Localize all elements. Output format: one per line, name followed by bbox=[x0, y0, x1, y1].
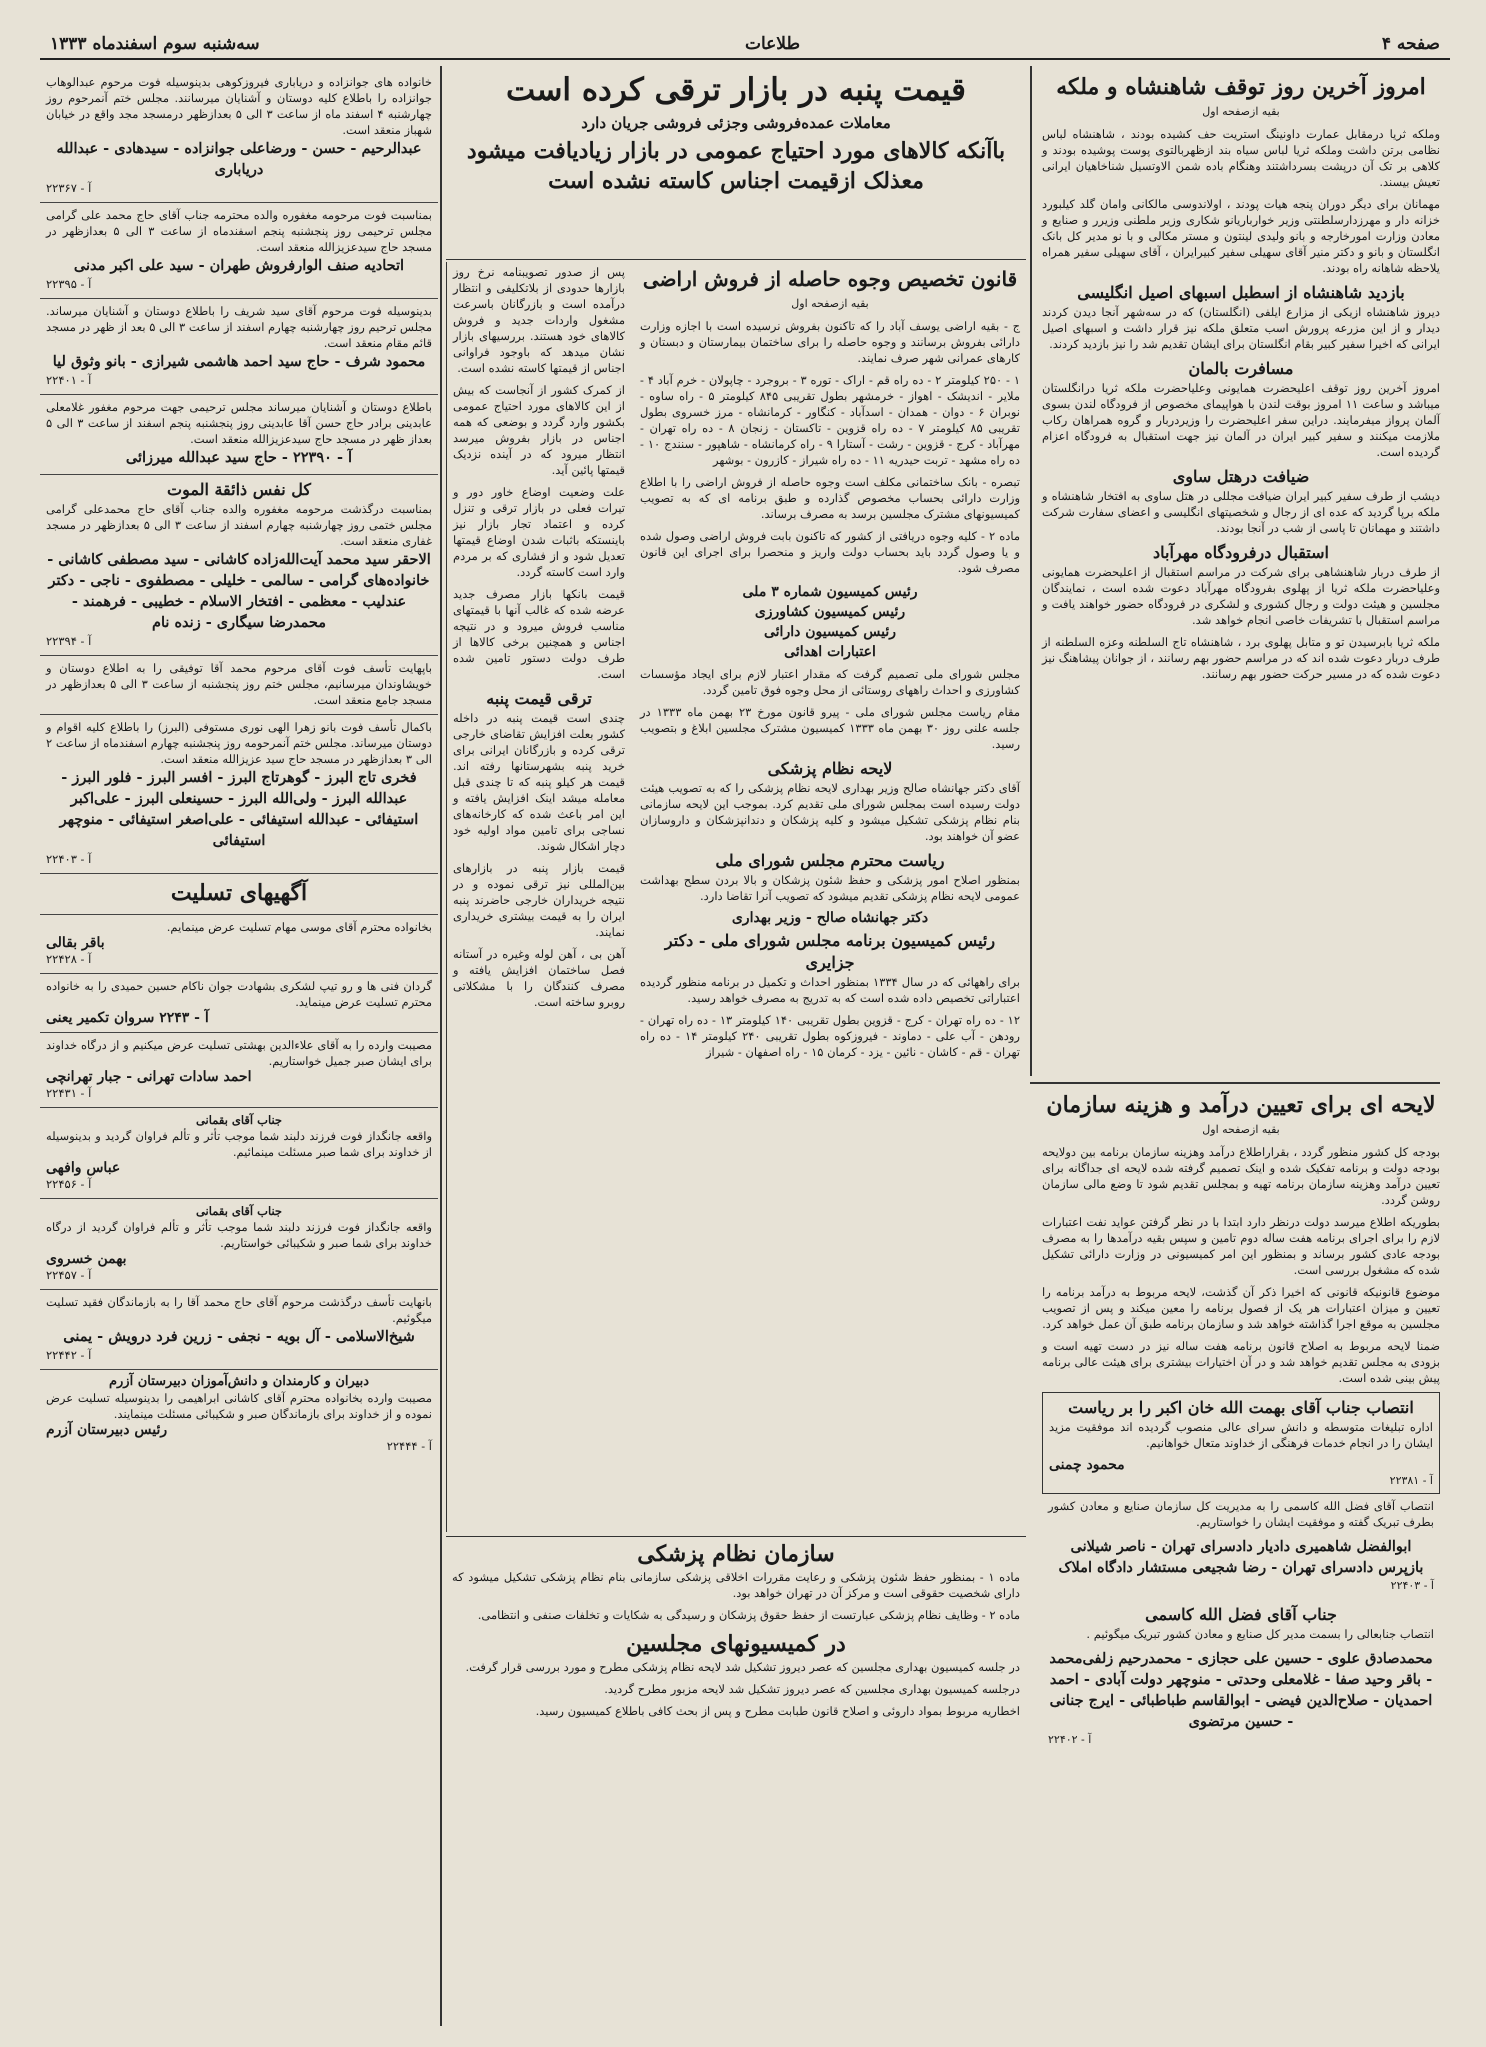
paragraph: پس از صدور تصویبنامه نرخ روز بازارها حدودی از بلاتکلیفی و انتظار درآمده است و بازرگانان باسرعت مشغول واردات جدید و فروش کالاهای خود هستند. بررسیهای بازار نشان میدهد که باوجود فراوانی اجناس از قیمتها کاسته نشده است. bbox=[453, 265, 625, 375]
article-headline: لایحه ای برای تعیین درآمد و هزینه سازمان bbox=[1046, 1092, 1436, 1118]
deck-line: معاملات عمده‌فروشی وجزئی فروشی جریان دارد bbox=[581, 114, 891, 132]
paragraph: اداره تبلیغات متوسطه و دانش سرای عالی منصوب گردیده اند موفقیت مزید ایشان را در انجام خدمات فرهنگی از خداوند متعال خواهانیم. bbox=[1049, 1420, 1433, 1450]
notice-code: آ - ۲۲۴۴۴ bbox=[386, 1439, 432, 1453]
condolence-notice bbox=[40, 915, 438, 974]
paragraph: مقام ریاست مجلس شورای ملی - پیرو قانون مورخ ۲۳ بهمن ماه ۱۳۳۳ در جلسه علنی روز ۳۰ بهمن ماه ۱۳۳۳ کمیسیون مشترک مجلسین ابلاغ و بتصویب رسید. bbox=[640, 705, 1021, 751]
paragraph: آهن بی ، آهن لوله وغیره در آستانه فصل ساختمان افزایش یافته و مصرف کنندگان را با مشکلاتی روبرو ساخته است. bbox=[453, 947, 625, 1009]
notice-heading: جناب آقای بقمانی bbox=[195, 1113, 283, 1127]
obituaries-column bbox=[40, 70, 438, 2035]
paragraph: ماده ۲ - کلیه وجوه دریافتی از کشور که تاکنون بابت فروش اراضی وصول شده و یا وصول گردد باید بحساب دولت واریز و منحصرا برای اجرای این قانون مصرف شود. bbox=[640, 529, 1021, 575]
subheading: در کمیسیونهای مجلسین bbox=[626, 1631, 846, 1657]
notice-signature: عباس وافهی bbox=[46, 1160, 121, 1176]
paragraph: انتصاب آقای فضل الله کاسمی را به مدیریت کل سازمان صنایع و معادن کشور بطرف تبریک گفته و موفقیت ایشان را خواستاریم. bbox=[1048, 1499, 1434, 1529]
notice-names: ابوالفضل شاهمیری دادیار دادسرای تهران - ناصر شیلانی بازپرس دادسرای تهران - رضا شجیعی مستشار دادگاه املاک bbox=[1058, 1538, 1424, 1576]
paragraph: برای راههائی که در سال ۱۳۳۴ بمنظور احداث و تکمیل در برنامه منظور گردیده اعتباراتی تخصیص داده شده است که به تدریج به مصرف خواهد رسید. bbox=[640, 975, 1020, 1005]
continued-label: بقیه ازصفحه اول bbox=[791, 297, 869, 310]
notice-signature: باقر بقالی bbox=[46, 935, 105, 951]
column-rule bbox=[440, 66, 442, 2026]
paragraph: مهمانان برای دیگر دوران پنجه هیات پودند ، اولاندوسی مالکانی وامان گلد کیلبورد خزانه دار و مهرزدارسلطنتی وزیر خوارباریانو شکاری وزیر ملطنی وزیرر و صنایع و معادن وزارت امورخارجه و بانو ولیدی لینتون و مستر مکالی و با نو مدیر کل بانک انگلستان و بانو و دکتر منیر آقای سهیلی سفیر کبیرایران ، آقای سهیلی سفیر همراه یلاحظه شاهانه راه بودند. bbox=[1042, 197, 1440, 275]
obituary-notice bbox=[40, 299, 438, 395]
paragraph: از کمرک کشور از آنجاست که بیش از این کالاهای مورد احتیاج عمومی بکشور وارد گردد و بوضعی که همه اجناس در بازار بفروش میرسد انتظار میرود که در آینده نزدیک قیمتها پائین آید. bbox=[453, 383, 625, 477]
paragraph: ج - بقیه اراضی یوسف آباد را که تاکنون بفروش نرسیده است با اجازه وزارت دارائی بفروش برسانند و وجوه حاصله را برای ساختمان بیمارستان و دبستان و کارهای عمرانی شهر صرف نمایند. bbox=[640, 319, 1020, 365]
paragraph: وملکه ثریا درمقابل عمارت داونینگ استریت حف کشیده بودند ، شاهنشاه لباس نظامی برتن داشت وملکه ثریا لباس سیاه بند ازظهربالتوی پوست پوشیده بودند و کلاهی بر تک آن درپشت بسرداشتند وهنگام باده شمن الاوتسیل شناخاهیان ایرانی تعیش بیسند. bbox=[1042, 127, 1440, 189]
column-rule bbox=[1030, 66, 1032, 1076]
notice-code: آ - ۲۲۳۹۵ bbox=[46, 277, 92, 291]
notice-heading: دبیران و کارمندان و دانش‌آموزان دبیرستان آزرم bbox=[108, 1374, 370, 1389]
notice-code: آ - ۲۲۳۸۱ bbox=[1389, 1474, 1433, 1487]
signature-line: اعتبارات اهدائی bbox=[784, 644, 876, 660]
royal-visit-article bbox=[1036, 70, 1446, 1080]
paragraph: چندی است قیمت پنبه در داخله کشور بعلت افزایش تقاضای خارجی ترقی کرده و بازرگانان ایرانی برای خرید پنبه بشهرستانها رفته اند. قیمت هر کیلو پنبه که تا چندی قبل معامله میشد اینک افزایش یافته و این امر باعث شده که کارخانه‌های نساجی برای تامین مواد اولیه خود دچار اشکال شوند. bbox=[453, 711, 625, 853]
page-number: صفحه ۴ bbox=[1381, 34, 1440, 54]
paragraph: ملکه ثریا بابرسیدن تو و متابل پهلوی برد ، شاهنشاه تاج السلطنه وعزه السلطنه از طرف دربار دعوت شده اند که در مراسم حضور بهم رسانند ، از جوانان پیشاهنگ نیز دعوت شده که در مسیر حرکت حضور بهم رسانند. bbox=[1042, 635, 1440, 681]
notice-signature: رئیس دبیرستان آزرم bbox=[46, 1422, 168, 1438]
obituary-notice bbox=[40, 395, 438, 475]
continued-label: بقیه ازصفحه اول bbox=[1202, 1123, 1280, 1136]
paragraph: قیمت بانکها بازار مصرف جدید عرضه شده که غالب آنها با قیمتهای مناسب فروش میرود و در نتیجه اجناس و همچنین برخی کالاها از طرف دولت دستور تامین شده است. bbox=[453, 587, 625, 681]
paragraph: دیروز شاهنشاه ازیکی از مزارع ایلفی (انگلستان) که در سه‌شهر آنجا دیدن کردند دیدار و از این مزرعه پرورش اسب متعلق ملکه نیز قرار داشت و اسبهای اصیل ایرانی که اخیرا سفیر کبیر بقام انگلستان برای ایشان تقدیم شد را نیز بازدید کردند. bbox=[1042, 305, 1440, 351]
notice-signature: بهمن خسروی bbox=[46, 1251, 127, 1267]
paragraph: مصیبت وارده بخانواده محترم آقای کاشانی ابراهیمی را بدینوسیله تسلیت عرض نموده و از خداوند برای بازماندگان صبر و شکیبائی مسئلت مینمایند. bbox=[46, 1391, 432, 1421]
paragraph: موضوع قانونیکه قانونی که اخیرا ذکر آن گذشت، لایحه مربوط به درآمد برنامه را تعیین و میزان اعتبارات هر یک از فصول برنامه را معین میکند و پس از تصویب مجلسین به موقع اجرا گذاشته خواهد شد و سازمان برنامه طبق آن عمل خواهد کرد. bbox=[1042, 1285, 1440, 1331]
notice-names: محمود شرف - حاج سید احمد هاشمی شیرازی - بانو وثوق لیا bbox=[52, 353, 426, 370]
subheading: مسافرت بالمان bbox=[1188, 359, 1294, 378]
subheading: ریاست محترم مجلس شورای ملی bbox=[715, 851, 945, 870]
main-headline: قیمت پنبه در بازار ترقی کرده است bbox=[506, 72, 966, 108]
notice-box bbox=[1042, 1392, 1440, 1494]
notice-names: محمدصادق علوی - حسین علی حجازی - محمدرحیم زلفی‌محمد - باقر وحید صفا - غلامعلی وحدتی - منوچهر دولت آبادی - احمد احمدیان - صلاح‌الدین فیضی - ابوالقاسم طباطبائی - ایرج جنانی - حسین مرتضوی bbox=[1049, 1650, 1433, 1730]
paragraph: مصیبت وارده را به آقای علاءالدین بهشتی تسلیت عرض میکنیم و از درگاه خداوند برای ایشان صبر جمیل خواستاریم. bbox=[46, 1038, 432, 1068]
notice-names: فخری تاج البرز - گوهرتاج البرز - افسر البرز - فلور البرز - عبدالله البرز - ولی‌الله البرز - حسینعلی البرز - علی‌اکبر استیفائی - عبدالله استیفائی - علی‌اصغر استیفائی - منوچهر استیفائی bbox=[59, 769, 419, 849]
medical-council-article bbox=[446, 1536, 1026, 2036]
paragraph: ضمنا لایحه مربوط به اصلاح قانون برنامه هفت ساله نیز در دست تهیه است و بزودی به مجلس تقدیم خواهد شد و در آن اختیارات بیشتری برای هیئت عالی برنامه پیش بینی شده است. bbox=[1042, 1339, 1440, 1385]
notice-heading: جناب آقای بقمانی bbox=[195, 1204, 283, 1218]
paragraph: بخانواده محترم آقای موسی مهام تسلیت عرض مینمایم. bbox=[166, 920, 432, 934]
notice-heading: انتصاب جناب آقای بهمت الله خان اکبر را بر ریاست bbox=[1068, 1398, 1414, 1417]
budget-article bbox=[1036, 1088, 1446, 2038]
notice-signature: احمد سادات تهرانی - جبار تهرانچی bbox=[46, 1069, 252, 1085]
notice-names: شیخ‌الاسلامی - آل بویه - نجفی - زرین فرد درویش - یمنی bbox=[63, 1328, 415, 1345]
paragraph: درجلسه کمیسیون بهداری مجلسین که عصر دیروز تشکیل شد لایحه مزبور مطرح گردید. bbox=[604, 1682, 1020, 1696]
road-list: ۱۲ - ده راه تهران - کرج - قزوین بطول تقریبی ۱۴۰ کیلومتر ۱۳ - ده راه تهران - رودهن - آب علی - دماوند - فیروزکوه بطول تقریبی ۲۴۰ کیلومتر ۱۴ - ده راه تهران - قم - کاشان - نائین - یزد - کرمان ۱۵ - راه اصفهان - شیراز bbox=[640, 1013, 1020, 1059]
signature-line: رئیس کمیسیون دارائی bbox=[763, 624, 897, 640]
notice bbox=[1042, 1600, 1440, 1754]
obituary-notice bbox=[40, 475, 438, 656]
paragraph: از طرف دربار شاهنشاهی برای شرکت در مراسم استقبال از اعلیحضرت همایونی وعلیاحضرت ملکه ثریا از پهلوی بفرودگاه مهرآباد دعوت شده است ، نمایندگان مجلسین و هیئت دولت و رجال کشوری و لشکری در فرودگاه حضور خواهند یافت و مراسم استقبال با تشریفات خاصی انجام خواهد شد. bbox=[1042, 565, 1440, 627]
paragraph: گردان فنی ها و رو تیپ لشکری بشهادت جوان ناکام حسین حمیدی را به خانواده محترم تسلیت عرض مینماید. bbox=[46, 979, 432, 1009]
notice-code: آ - ۲۲۴۴۲ bbox=[46, 1348, 92, 1362]
article-headline: امروز آخرین روز توقف شاهنشاه و ملکه bbox=[1056, 74, 1426, 100]
paragraph: مجلس شورای ملی تصمیم گرفت که مقدار اعتبار لازم برای ایجاد مؤسسات کشاورزی و احداث راههای روستائی از محل وجوه فوق تامین گردد. bbox=[640, 667, 1020, 697]
paragraph: باپهایت تأسف فوت آقای مرحوم محمد آقا توفیقی را به اطلاع دوستان و خویشاوندان میرسانیم، مجلس ختم روز پنجشنبه از ساعت ۳ الی ۵ بعدازظهر در مسجد جامع منعقد است. bbox=[46, 661, 432, 707]
paragraph: امروز آخرین روز توقف اعلیحضرت همایونی وعلیاحضرت ملکه ثریا درانگلستان میباشد و ساعت ۱۱ امروز بوقت لندن با هواپیمای مخصوص از فرودگاه لندن بسوی آلمان پرواز میفرمایند. دراین سفر اعلیحضرت را وزیردربار و گروه همراهان رکاب ملازمت میکنند و سفیر کبیر ایران در آلمان نیز جهت استقبال به فرودگاه اعزام گردیده است. bbox=[1042, 381, 1440, 459]
notice-names: اتحادیه صنف الوارفروش طهران - سید علی اکبر مدنی bbox=[73, 257, 405, 274]
notice-code: آ - ۲۲۴۵۷ bbox=[46, 1268, 92, 1282]
notice bbox=[1042, 1494, 1440, 1600]
paragraph: بمناسبت فوت مرحومه مغفوره والده محترمه جناب آقای حاج محمد علی گرامی مجلس ترحیمی روز پنجشنبه پنجم اسفندماه از ساعت ۳ الی ۵ بعدازظهر در مسجد حاج سیدعزیزالله منعقد است. bbox=[46, 208, 432, 254]
issue-date: سه‌شنبه سوم اسفندماه ۱۳۳۳ bbox=[50, 34, 260, 54]
notice-names: آ - ۲۲۳۹۰ - حاج سید عبدالله میرزائی bbox=[125, 449, 353, 466]
land-sale-law-article bbox=[634, 262, 1026, 1532]
section-rule bbox=[1030, 1082, 1440, 1084]
paragraph: اخطاریه مربوط بمواد داروئی و اصلاح قانون طبابت مطرح و پس از بحث کافی باطلاع کمیسیون رسید. bbox=[535, 1704, 1020, 1718]
notice-code: آ - ۲۲۴۲۸ bbox=[46, 952, 92, 966]
road-list: ۱ - ۲۵۰ کیلومتر ۲ - ده راه قم - اراک - توره ۳ - بروجرد - چاپولان - خرم آباد ۴ - ملایر - اندیشک - اهواز - خرمشهر بطول تقریبی ۸۴۵ کیلومتر ۵ - راه ساوه - نوبران ۶ - دوان - همدان - اسدآباد - کنگاور - کرمانشاه - مرز خسروی بطول تقریبی ۸۵ کیلومتر ۷ - ده راه قزوین - تاکستان - زنجان ۸ - ده راه تهران - مهرآباد - کرج - قزوین - رشت - آستارا ۹ - راه کرمانشاه - شاهپور - سنندج ۱۰ - ده راه مشهد - تربت حیدریه ۱۱ - ده راه شیراز - کازرون - بوشهر bbox=[640, 373, 1021, 467]
notice-code: آ - ۲۲۳۹۴ bbox=[46, 634, 92, 648]
article-headline: قانون تخصیص وجوه حاصله از فروش اراضی bbox=[642, 267, 1018, 291]
paragraph: ماده ۱ - بمنظور حفظ شئون پزشکی و رعایت مقررات اخلاقی پزشکی سازمانی بنام نظام پزشکی تشکیل میشود که دارای شخصیت حقوقی است و مرکز آن در تهران خواهد بود. bbox=[452, 1570, 1020, 1600]
condolence-notice bbox=[40, 974, 438, 1033]
notice-names: الاحقر سید محمد آیت‌الله‌زاده کاشانی - سید مصطفی کاشانی - خانواده‌های گرامی - سالمی - خلیلی - مصطفوی - ناجی - دکتر عندلیب - معظمی - افتخار الاسلام - خطیبی - فرهمند - محمدرضا سیگاری - زنده نام bbox=[47, 551, 431, 631]
paragraph: در جلسه کمیسیون بهداری مجلسین که عصر دیروز تشکیل شد لایحه نظام پزشکی مطرح و مورد بررسی قرار گرفت. bbox=[465, 1660, 1020, 1674]
paragraph: آقای دکتر جهانشاه صالح وزیر بهداری لایحه نظام پزشکی را که به تصویب هیئت دولت رسیده است بمجلس شورای ملی تقدیم کرد. بموجب این لایحه سازمانی بنام نظام پزشکی تشکیل میشود و کلیه پزشکان و دندانپزشکان و داروسازان عضو آن خواهند بود. bbox=[640, 781, 1020, 843]
paragraph: علت وضعیت اوضاع خاور دور و تیرات فعلی در بازار ترقی و تنزل کرده و اعتماد تجار بازار نیز باینستکه باثبات شدن اوضاع قیمتها تعدیل شود و از فشاری که بر مردم وارد است کاسته گردد. bbox=[453, 485, 625, 579]
deck-line: باآنکه کالاهای مورد احتیاج عمومی در بازار زیادیافت میشود bbox=[466, 138, 1006, 164]
subheading: ترقی قیمت پنبه bbox=[486, 689, 592, 708]
paragraph: قیمت بازار پنبه در بازارهای بین‌المللی نیز ترقی نموده و در نتیجه خریداران خارجی حاضرند پنبه ایران را به قیمت بیشتری خریداری نمایند. bbox=[453, 861, 625, 939]
paragraph: بانهایت تأسف درگذشت مرحوم آقای حاج محمد آقا را به بازماندگان فقید تسلیت میگوئیم. bbox=[46, 1295, 432, 1325]
notice-heading: کل نفس ذائقة الموت bbox=[167, 480, 311, 499]
notice-signature: محمود چمنی bbox=[1049, 1457, 1125, 1473]
deck-line: معذلک ازقیمت اجناس کاسته نشده است bbox=[548, 168, 924, 194]
paragraph: بمنظور اصلاح امور پزشکی و حفظ شئون پزشکان و بالا بردن سطح بهداشت عمومی لایحه نظام پزشکی تقدیم میشود که تصویب آنرا تقاضا دارد. bbox=[640, 873, 1020, 903]
cotton-headline-block bbox=[446, 70, 1026, 260]
paragraph: بمناسبت درگذشت مرحومه مغفوره والده جناب آقای حاج محمدعلی گرامی مجلس ختمی روز چهارشنبه چهارم اسفند از ساعت ۳ الی ۵ بعدازظهر در مسجد غفاری منعقد است. bbox=[46, 502, 432, 548]
notice-code: آ - ۲۲۴۳۱ bbox=[46, 1086, 92, 1100]
paragraph: بودجه کل کشور منظور گردد ، بقراراطلاع درآمد وهزینه سازمان برنامه بین دولایحه بودجه دولت و برنامه تفکیک شده و اینک تصمیم گرفته شده لایحه ای جداگانه برای تعیین درآمد وهزینه سازمان برنامه تهیه و بمجلس تقدیم شود تا وضع مالی سازمان روشن گردد. bbox=[1042, 1145, 1440, 1207]
paragraph: خانواده های جوانزاده و دریاباری فیروزکوهی بدینوسیله فوت مرحوم عبدالوهاب جوانزاده را باطلاع کلیه دوستان و آشنایان میرسانند. مجلس ختم آنمرحوم روز چهارشنبه ۴ اسفند ماه از ساعت ۳ الی ۵ بعدازظهر درمسجد مجد واقع در خیابان شهباز منعقد است. bbox=[46, 75, 432, 137]
masthead-title: طلاعات bbox=[744, 34, 800, 54]
subheading: استقبال درفرودگاه مهرآباد bbox=[1153, 543, 1329, 562]
notice-code: آ - ۲۲۳۶۷ bbox=[46, 181, 92, 195]
paragraph: تبصره - بانک ساختمانی مکلف است وجوه حاصله از فروش اراضی را با اطلاع وزارت دارائی بحساب مخصوص گذارده و طبق برنامه ای که به تصویب کمیسیونهای مشترک مجلسین برسد به مصرف برساند. bbox=[640, 475, 1020, 521]
condolence-notice bbox=[40, 1370, 438, 1460]
notice-signature: آ - ۲۲۴۳ سروان تکمیر یعنی bbox=[46, 1010, 209, 1026]
condolence-notice bbox=[40, 1033, 438, 1108]
paragraph: دیشب از طرف سفیر کبیر ایران ضیافت مجللی در هتل ساوی به افتخار شاهنشاه و ملکه برپا گردید که عده ای از رجال و شخصیتهای انگلیسی و اعضای سفارت شرکت داشتند و مهمانان تا پاسی از شب در آنجا بودند. bbox=[1042, 489, 1440, 535]
minister-signature: دکتر جهانشاه صالح - وزیر بهداری bbox=[731, 910, 929, 926]
obituary-notice bbox=[40, 70, 438, 203]
obituary-notice bbox=[40, 715, 438, 874]
committee-signatures bbox=[640, 582, 1020, 662]
condolence-notice bbox=[40, 1199, 438, 1290]
subheading: بازدید شاهنشاه از اسطبل اسبهای اصیل انگلیسی bbox=[1077, 283, 1405, 302]
subheading: رئیس کمیسیون برنامه مجلس شورای ملی - دکتر جزایری bbox=[664, 931, 996, 972]
notice-heading: جناب آقای فضل الله کاسمی bbox=[1145, 1605, 1337, 1624]
notice-code: آ - ۲۲۴۰۳ bbox=[1390, 1579, 1434, 1592]
paragraph: بدینوسیله فوت مرحوم آقای سید شریف را باطلاع دوستان و آشنایان میرساند. مجلس ترحیم روز چهارشنبه چهارم اسفند از ساعت ۳ الی ۵ بعد از ظهر در مسجد قائم مقام منعقد است. bbox=[46, 304, 432, 350]
notice-code: آ - ۲۲۴۰۳ bbox=[46, 852, 92, 866]
cotton-article-body bbox=[446, 262, 631, 1532]
condolence-notice bbox=[40, 1290, 438, 1370]
notice-code: آ - ۲۲۴۰۱ bbox=[46, 373, 92, 387]
subheading: ضیافت درهتل ساوی bbox=[1172, 467, 1310, 486]
paragraph: باطلاع دوستان و آشنایان میرساند مجلس ترحیمی جهت مرحوم مغفور غلامعلی عابدینی برادر حاج حسن آقا عابدینی روز پنجشنبه پنجم اسفند از ساعت ۳ الی ۵ بعداز ظهر در مسجد حاج سیدعزیزالله منعقد است. bbox=[46, 400, 432, 446]
page-header bbox=[40, 30, 1450, 60]
condolences-header bbox=[40, 874, 438, 915]
paragraph: واقعه جانگداز فوت فرزند دلبند شما موجب تأثر و تألم فراوان گردید از درگاه خداوند برای شما صبر و شکیبائی خواستاریم. bbox=[46, 1220, 432, 1250]
notice-names: عبدالرحیم - حسن - ورضاعلی جوانزاده - سیدهادی - عبدالله دریاباری bbox=[56, 140, 422, 178]
obituary-notice bbox=[40, 203, 438, 299]
notice-code: آ - ۲۲۴۵۶ bbox=[46, 1177, 92, 1191]
obituary-notice bbox=[40, 656, 438, 715]
paragraph: باکمال تأسف فوت بانو زهرا الهی نوری مستوفی (البرز) را باطلاع کلیه اقوام و دوستان میرساند. مجلس ختم آنمرحومه روز پنجشنبه چهارم اسفندماه از ساعت ۲ الی ۳ بعدازظهر در مسجد حاج سید عزیزالله منعقد است. bbox=[46, 720, 432, 766]
subheading: سازمان نظام پزشکی bbox=[637, 1541, 835, 1567]
signature-line: رئیس کمیسیون شماره ۳ ملی bbox=[742, 584, 918, 600]
paragraph: واقعه جانگداز فوت فرزند دلبند شما موجب تأثر و تألم فراوان گردید و بدینوسیله از خداوند برای شما صبر مسئلت مینمائیم. bbox=[46, 1129, 432, 1159]
paragraph: بطوریکه اطلاع میرسد دولت درنظر دارد ابتدا با در نظر گرفتن عواید نفت اعتبارات لازم را برای اجرای برنامه هفت ساله دوم تامین و سپس بقیه درآمدها را به مصرف بودجه عادی کشور برساند و بمنظور این امر کمیسیونی در وزارت دارائی تشکیل شده که مشغول بررسی است. bbox=[1042, 1215, 1440, 1277]
subheading: لایحه نظام پزشکی bbox=[767, 759, 893, 778]
paragraph: انتصاب جنابعالی را بسمت مدیر کل صنایع و معادن کشور تبریک میگوئیم . bbox=[1086, 1627, 1434, 1641]
section-heading: آگهیهای تسلیت bbox=[170, 880, 308, 906]
notice-code: آ - ۲۲۴۰۲ bbox=[1048, 1733, 1092, 1746]
paragraph: ماده ۲ - وظایف نظام پزشکی عبارتست از حفظ حقوق پزشکان و رسیدگی به شکایات و تخلفات صنفی و انتظامی. bbox=[477, 1608, 1020, 1622]
condolence-notice bbox=[40, 1108, 438, 1199]
continued-label: بقیه ازصفحه اول bbox=[1202, 105, 1280, 118]
signature-line: رئیس کمیسیون کشاورزی bbox=[754, 604, 906, 620]
